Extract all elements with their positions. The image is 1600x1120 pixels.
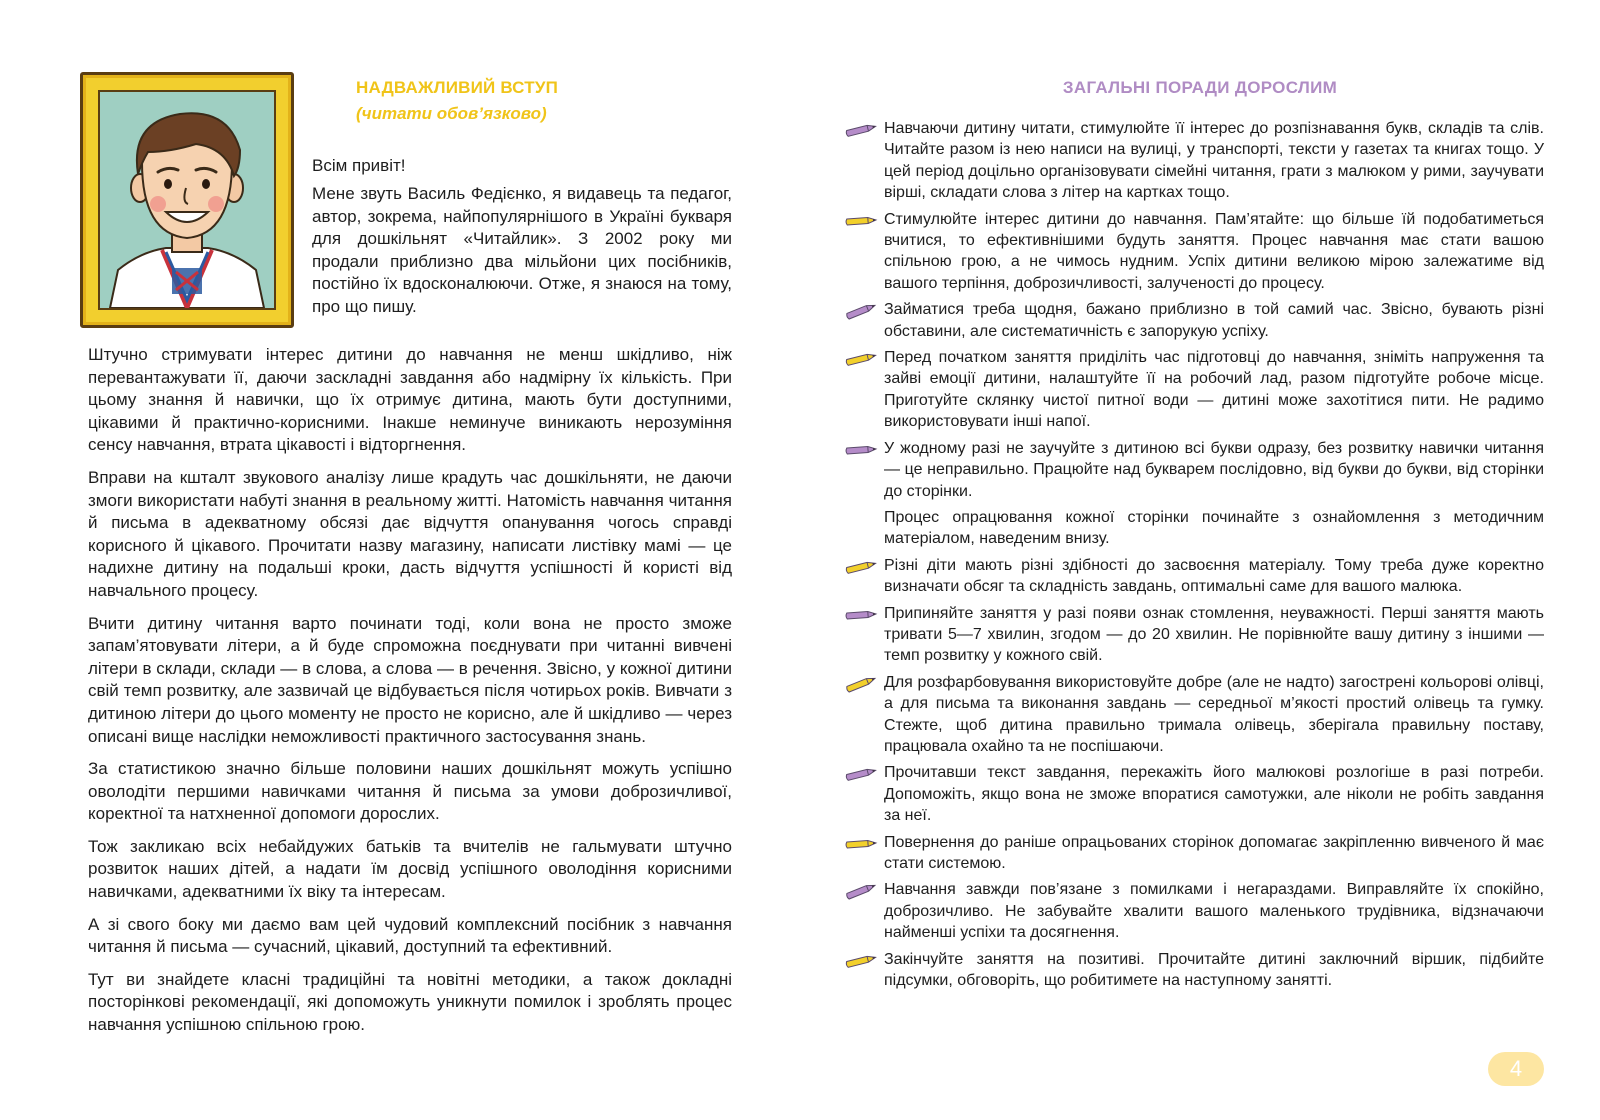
right-page	[800, 0, 1600, 1120]
portrait-image	[98, 90, 276, 310]
tip-text: Навчаючи дитину читати, стимулюйте її інтерес до розпізнавання букв, складів та слів. Читайте разом із нею написи на вулиці, у транспорті, тексти у газетах та книгах тощо. У цей період доцільно організовувати сімейні читання, грати з малюком у рими, заучувати вірші, складати слова з літер на картках тощо.	[884, 120, 1544, 202]
greeting: Всім привіт!	[312, 156, 406, 175]
pencil-icon	[844, 952, 878, 970]
tip-text: У жодному разі не заучуйте з дитиною всі букви одразу, без розвитку навички читання — це неправильно. Працюйте над букварем послідовно, від букви до букви, від сторінки до сторінки.	[884, 439, 1544, 500]
tip-item	[844, 832, 1544, 875]
tip-text: Навчання завжди пов’язане з помилками і негараздами. Виправляйте їх спокійно, доброзичливо. Не забувайте хвалити вашого маленького трудівника, відзначаючи найменші успіхи та досягнення.	[884, 881, 1544, 942]
author-portrait	[80, 72, 294, 328]
tip-item	[844, 879, 1544, 943]
tip-item	[844, 209, 1544, 295]
tip-text: Процес опрацювання кожної сторінки починайте з ознайомлення з методичним матеріалом, наведеним внизу.	[884, 508, 1544, 548]
pencil-icon	[844, 606, 878, 624]
body-paragraph: Тож закликаю всіх небайдужих батьків та вчителів не гальмувати штучно розвиток наших дітей, а надати їм досвід успішного оволодіння корисними навичками, адекватними їх віку та інтересам.	[88, 836, 732, 902]
tip-item	[844, 299, 1544, 342]
tip-text: Займатися треба щодня, бажано приблизно в той самий час. Звісно, бувають різні обставини, але систематичність є запорукую успіху.	[884, 301, 1544, 340]
body-paragraph: Тут ви знайдете класні традиційні та новітні методики, а також докладні посторінкові рекомендації, які допоможуть уникнути помилок і зроблять процес навчання успішною спільною грою.	[88, 969, 732, 1035]
intro-paragraph: Мене звуть Василь Федієнко, я видавець та педагог, автор, зокрема, найпопулярнішого в Україні букваря для дошкільнят «Читайлик». З 2002 року ми продали приблизно два мільйони цих посібників, постійно їх вдосконалюючи. Отже, я знаюся на тому, про що пишу.	[312, 184, 732, 316]
tip-text: Перед початком заняття приділіть час підготовці до навчання, зніміть напруження та зайві емоції дитини, налаштуйте її на робочий лад, разом підготуйте робоче місце. Приготуйте склянку чистої питної води — дитині може захотітися пити. Не радимо використовувати інші напої.	[884, 349, 1544, 431]
tip-item	[844, 507, 1544, 550]
tip-text: Для розфарбовування використовуйте добре (але не надто) загострені кольорові олівці, а для письма та виконання завдань — середньої м’якості простий олівець та гумку. Стежте, щоб дитина правильно тримала олівець, зберігала правильну поставу, працювала охайно та не поспішаючи.	[884, 673, 1544, 755]
tip-item	[844, 672, 1544, 758]
tip-item	[844, 555, 1544, 598]
body-paragraph: За статистикою значно більше половини наших дошкільнят можуть успішно оволодіти першими навичками читання й письма за умови доброзичливої, коректної та натхненної допомоги дорослих.	[88, 759, 732, 824]
pencil-icon	[844, 121, 878, 139]
pencil-icon	[844, 675, 878, 693]
tip-item	[844, 347, 1544, 433]
tip-text: Стимулюйте інтерес дитини до навчання. Пам’ятайте: що більше їй подобатиметься вчитися, то ефективнішими будуть заняття. Процес навчання має стати вашою спільною грою, а не чимось нудним. Успіх дитини великою мірою залежатиме від вашого терпіння, доброзичливості, залученості до процесу.	[884, 210, 1544, 292]
tips-list	[844, 118, 1544, 996]
pencil-icon	[844, 350, 878, 368]
tip-item	[844, 762, 1544, 826]
pencil-icon	[844, 558, 878, 576]
tip-text: Закінчуйте заняття на позитиві. Прочитайте дитині заключний віршик, підбийте підсумки, обговоріть, що робитимете на наступному занятті.	[884, 950, 1544, 990]
tip-text: Різні діти мають різні здібності до засвоєння матеріалу. Тому треба дуже коректно визначати обсяг та складність завдань, оптимальні саме для вашого малюка.	[884, 556, 1544, 596]
pencil-icon	[844, 441, 878, 459]
body-paragraph: Штучно стримувати інтерес дитини до навчання не менш шкідливо, ніж перевантажувати її, даючи заскладні завдання або надмірну їх кількість. При цьому знання й навички, що їх отримує дитина, мають бути доступними, цікавими й практично-корисними. Інакше неминуче виникають нерозуміння сенсу навчання, втрата цікавості і відторгнення.	[88, 345, 732, 455]
page-number: 4	[1488, 1052, 1544, 1086]
pencil-icon	[844, 882, 878, 900]
tip-item	[844, 949, 1544, 992]
body-paragraph: Вчити дитину читання варто починати тоді, коли вона не просто зможе запам’ятовувати літери, а й буде спроможна поєднувати при читанні вивчені літери в склади, склади — в слова, а слова — в речення. Звісно, у кожної дитини свій темп розвитку, але зазвичай це відбувається після чотирьох років. Вивчати з дитиною літери до цього моменту не просто не корисно, але й шкідливо — через описані вище наслідки неможливості практичного застосування знань.	[88, 613, 732, 746]
pencil-icon	[844, 835, 878, 853]
pencil-icon	[844, 212, 878, 230]
author-portrait-icon	[100, 92, 274, 308]
body-paragraph: Вправи на кшталт звукового аналізу лише крадуть час дошкільняти, не даючи змоги використати набуті знання в реальному житті. Натомість навчання читання й письма в адекватному обсязі дає відчуття опанування чогось справді корисного й цікавого. Прочитати назву магазину, написати листівку мамі — це надихне дитину на подальші кроки, дасть відчуття успішності й користі від навчального процесу.	[88, 467, 732, 600]
tip-item	[844, 118, 1544, 204]
tip-item	[844, 438, 1544, 502]
tip-text: Прочитавши текст завдання, перекажіть його малюкові розлогіше в разі потреби. Допоможіть, якщо вона не зможе впоратися самотужки, але ніколи не робіть завдання за неї.	[884, 764, 1544, 825]
intro-title: НАДВАЖЛИВИЙ ВСТУП	[356, 78, 559, 97]
body-paragraph: А зі свого боку ми даємо вам цей чудовий комплексний посібник з навчання читання й письма — сучасний, цікавий, доступний та ефективний.	[88, 914, 732, 957]
pencil-icon	[844, 302, 878, 320]
tips-title: ЗАГАЛЬНІ ПОРАДИ ДОРОСЛИМ	[1062, 78, 1338, 97]
tip-item	[844, 603, 1544, 667]
pencil-icon	[844, 765, 878, 783]
intro-subtitle: (читати обов’язково)	[356, 104, 547, 123]
tip-text: Повернення до раніше опрацьованих сторінок допомагає закріпленню вивченого й має стати системою.	[884, 833, 1544, 872]
intro-body	[88, 344, 732, 1047]
tip-text: Припиняйте заняття у разі появи ознак стомлення, неуважності. Перші заняття мають тривати 5—7 хвилин, згодом — до 20 хвилин. Не порівнюйте вашу дитину з іншими — темп розвитку у кожного свій.	[884, 604, 1544, 665]
